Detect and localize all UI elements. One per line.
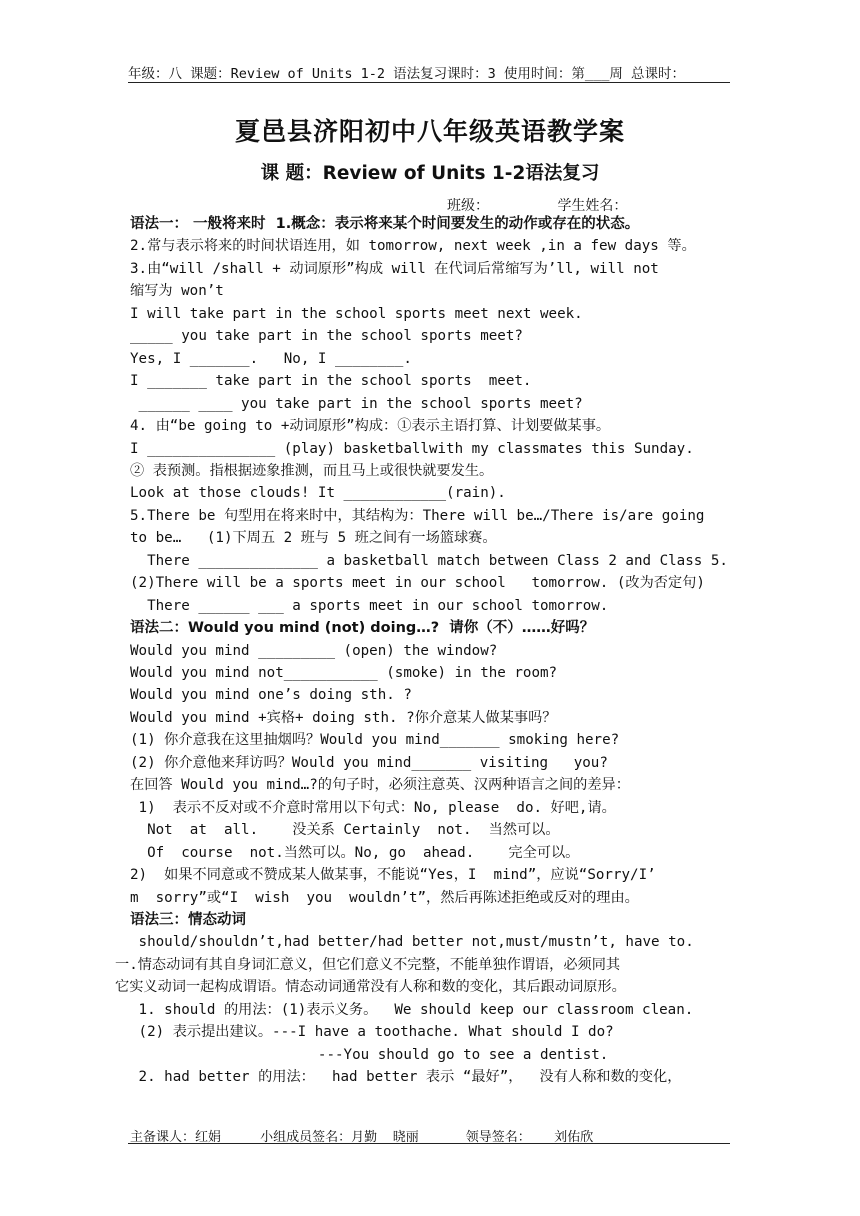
text-line: 2) 如果不同意或不赞成某人做某事，不能说“Yes，I mind”，应说“Sorry/I’	[130, 867, 656, 884]
text-line: Would you mind +宾格+ doing sth. ?你介意某人做某事吗？	[130, 709, 557, 726]
page-header: 年级：八 课题：Review of Units 1-2 语法复习课时：3 使用时间：第___周 总课时：	[128, 66, 685, 82]
text-line: 一.情态动词有其自身词汇意义，但它们意义不完整，不能单独作谓语，必须同其	[115, 956, 621, 973]
text-line: Would you mind one’s doing sth. ?	[130, 687, 412, 704]
footer-rule	[128, 1143, 730, 1144]
text-line: There ______________ a basketball match between Class 2 and Class 5.	[130, 552, 728, 569]
text-line: to be… (1)下周五 2 班与 5 班之间有一场篮球赛。	[130, 530, 497, 547]
text-line: 1) 表示不反对或不介意时常用以下句式：No, please do. 好吧,请。	[130, 799, 616, 816]
text-line: Look at those clouds! It ____________(rain).	[130, 485, 506, 502]
page-footer: 主备课人：红娟 小组成员签名：月勤 晓丽 领导签名： 刘佑欣	[130, 1130, 594, 1145]
text-line: Would you mind not___________ (smoke) in the room?	[130, 665, 558, 681]
class-label: 班级：	[447, 198, 489, 214]
text-line: 3.由“will /shall + 动词原形”构成 will 在代词后常缩写为’ll, will not	[130, 260, 659, 277]
text-line: 4. 由“be going to +动词原形”构成：①表示主语打算、计划要做某事。	[130, 418, 611, 435]
text-line: There ______ ___ a sports meet in our school tomorrow.	[130, 597, 609, 614]
text-line: 2. had better 的用法： had better 表示 “最好”， 没有人称和数的变化，	[130, 1069, 682, 1086]
text-line: (1) 你介意我在这里抽烟吗？Would you mind_______ smoking here?	[130, 732, 620, 749]
text-line: _____ you take part in the school sports meet?	[130, 328, 523, 345]
text-line: 1. should 的用法：(1)表示义务。 We should keep our classroom clean.	[130, 1001, 694, 1018]
class-student-row	[447, 195, 627, 215]
text-line: ______ ____ you take part in the school sports meet?	[130, 395, 583, 412]
text-line: 在回答 Would you mind…?的句子时，必须注意英、汉两种语言之间的差异：	[130, 777, 630, 794]
text-line: I _______ take part in the school sports meet.	[130, 373, 532, 390]
text-line: (2)There will be a sports meet in our school tomorrow. (改为否定句)	[130, 575, 705, 592]
text-line: (2) 你介意他来拜访吗？Would you mind_______ visiting you?	[130, 754, 608, 771]
text-line: Of course not.当然可以。No, go ahead. 完全可以。	[130, 844, 580, 861]
text-line: Not at all. 没关系 Certainly not. 当然可以。	[130, 822, 560, 839]
text-line: should/shouldn’t,had better/had better not,must/mustn’t, have to.	[130, 934, 694, 951]
section-heading-line: 语法一： 一般将来时 1.概念：表示将来某个时间要发生的动作或存在的状态。	[130, 216, 640, 232]
text-line: ② 表预测。指根据迹象推测，而且马上或很快就要发生。	[130, 462, 494, 479]
section-heading-line: 语法三：情态动词	[130, 911, 246, 928]
text-line: Yes, I _______. No, I ________.	[130, 350, 412, 367]
text-line: (2) 表示提出建议。---I have a toothache. What should I do?	[130, 1024, 614, 1041]
page-title: 夏邑县济阳初中八年级英语教学案	[234, 117, 625, 146]
text-line: Would you mind _________ (open) the window?	[130, 642, 498, 659]
page-subtitle: 课 题：Review of Units 1-2语法复习	[260, 163, 600, 184]
text-line: I _______________ (play) basketballwith my classmates this Sunday.	[130, 440, 694, 457]
header-rule	[128, 82, 730, 83]
student-name-label: 学生姓名：	[557, 198, 628, 214]
text-line: 它实义动词一起构成谓语。情态动词通常没有人称和数的变化，其后跟动词原形。	[115, 979, 626, 996]
section-heading-line: 语法二：Would you mind (not) doing…? 请你（不）……好吗？	[130, 620, 595, 637]
text-line: 5.There be 句型用在将来时中，其结构为：There will be…/There is/are going	[130, 507, 705, 524]
text-line: ---You should go to see a dentist.	[130, 1046, 609, 1063]
text-line: 缩写为 won’t	[130, 283, 224, 300]
text-line: 2.常与表示将来的时间状语连用，如 tomorrow, next week ,in a few days 等。	[130, 238, 696, 255]
text-line: m sorry”或“I wish you wouldn’t”，然后再陈述拒绝或反对的理由。	[130, 889, 639, 906]
text-line: I will take part in the school sports meet next week.	[130, 305, 583, 322]
